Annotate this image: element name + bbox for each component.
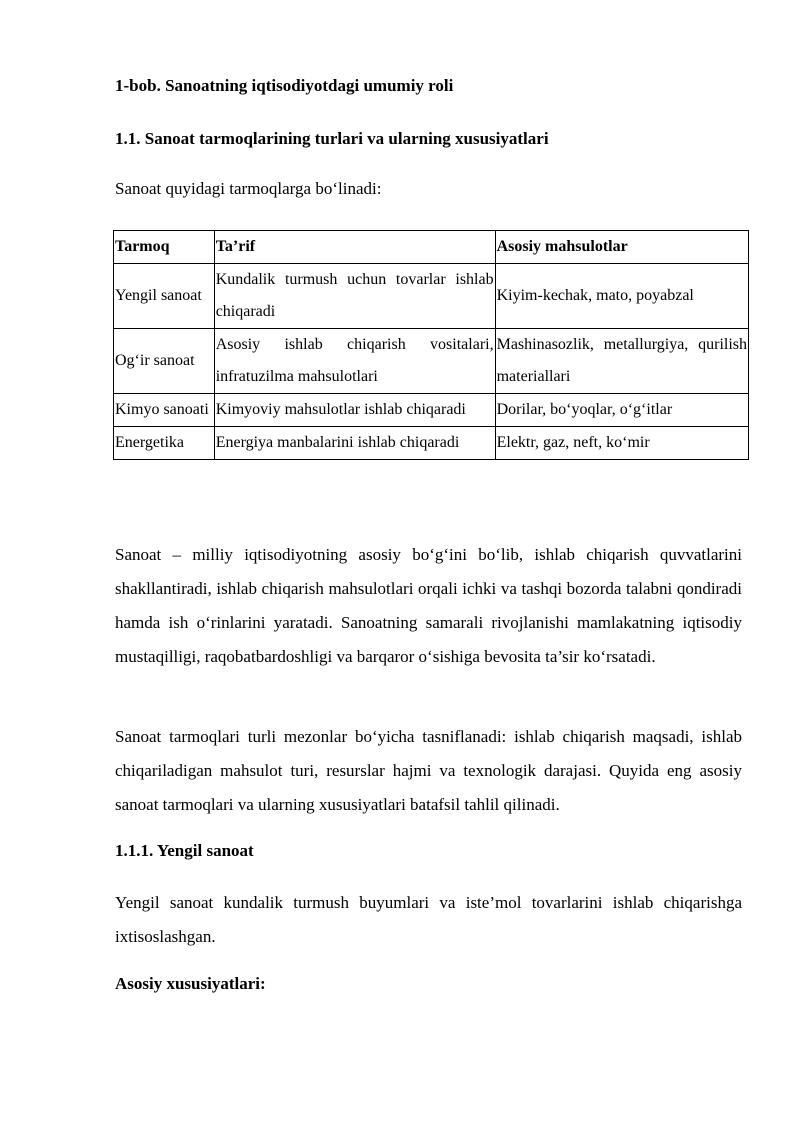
table-cell-products: Mashinasozlik, metallurgiya, qurilish materiallari (495, 329, 748, 394)
paragraph-light-industry: Yengil sanoat kundalik turmush buyumlari va iste’mol tovarlarini ishlab chiqarishga ixtisoslashgan. (115, 893, 742, 946)
table-row (114, 427, 749, 460)
table-cell-definition: Energiya manbalarini ishlab chiqaradi (214, 427, 495, 460)
table-row (114, 394, 749, 427)
sectors-table (113, 230, 749, 460)
section-title: 1.1. Sanoat tarmoqlarining turlari va ularning xususiyatlari (115, 129, 549, 148)
table-cell-sector: Energetika (114, 427, 215, 460)
table-row (114, 264, 749, 329)
subsection-title: 1.1.1. Yengil sanoat (115, 841, 254, 860)
table-cell-products: Kiyim-kechak, mato, poyabzal (495, 264, 748, 329)
table-header-row (114, 231, 749, 264)
paragraph-industry-role: Sanoat – milliy iqtisodiyotning asosiy bo‘g‘ini bo‘lib, ishlab chiqarish quvvatlarini shakllantiradi, ishlab chiqarish mahsulotlari orqali ichki va tashqi bozorda talabni qondiradi hamda ish o‘rinlarini yaratadi. Sanoatning samarali rivojlanishi mamlakatning iqtisodiy mustaqilligi, raqobatbardoshligi va barqaror o‘sishiga bevosita ta’sir ko‘rsatadi. (115, 545, 742, 666)
table-cell-products: Elektr, gaz, neft, ko‘mir (495, 427, 748, 460)
table-cell-sector: Og‘ir sanoat (114, 329, 215, 394)
table-row (114, 329, 749, 394)
header-tarmoq: Tarmoq (114, 231, 215, 264)
table-cell-sector: Kimyo sanoati (114, 394, 215, 427)
paragraph-classification: Sanoat tarmoqlari turli mezonlar bo‘yicha tasniflanadi: ishlab chiqarish maqsadi, ishlab chiqariladigan mahsulot turi, resurslar hajmi va texnologik darajasi. Quyida eng asosiy sanoat tarmoqlari va ularning xususiyatlari batafsil tahlil qilinadi. (115, 727, 742, 814)
table-cell-definition: Kimyoviy mahsulotlar ishlab chiqaradi (214, 394, 495, 427)
table-cell-definition: Kundalik turmush uchun tovarlar ishlab chiqaradi (214, 264, 495, 329)
table-cell-sector: Yengil sanoat (114, 264, 215, 329)
features-heading: Asosiy xususiyatlari: (115, 974, 266, 993)
header-mahsulotlar: Asosiy mahsulotlar (495, 231, 748, 264)
header-tarif: Ta’rif (214, 231, 495, 264)
intro-text: Sanoat quyidagi tarmoqlarga bo‘linadi: (115, 179, 382, 198)
table-cell-definition: Asosiy ishlab chiqarish vositalari, infratuzilma mahsulotlari (214, 329, 495, 394)
chapter-title: 1-bob. Sanoatning iqtisodiyotdagi umumiy roli (115, 76, 454, 95)
table-cell-products: Dorilar, bo‘yoqlar, o‘g‘itlar (495, 394, 748, 427)
